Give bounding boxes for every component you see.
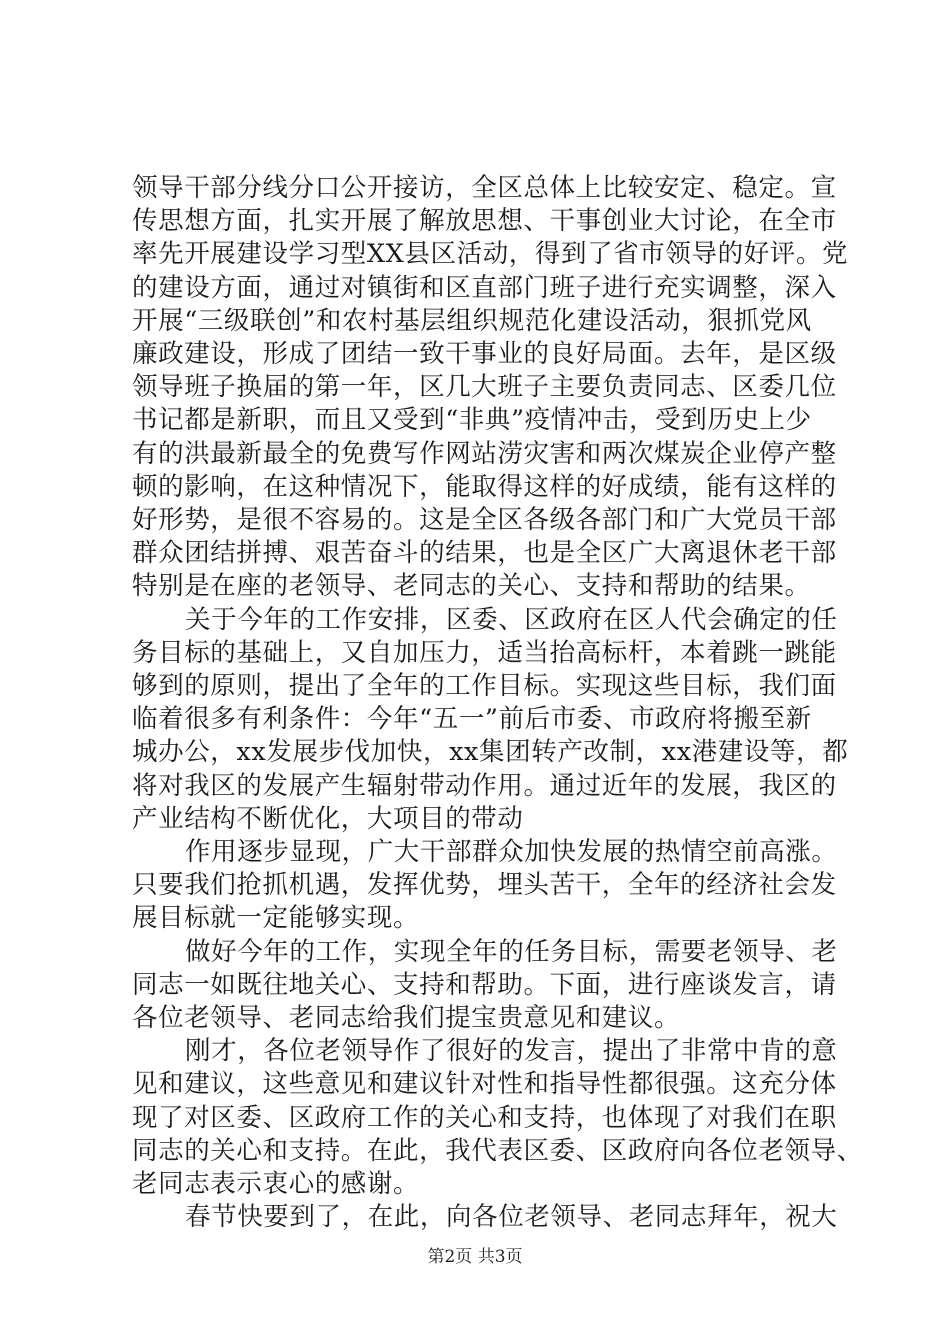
page-indicator: 第2页 共3页 xyxy=(427,1247,523,1267)
text-line xyxy=(132,836,838,869)
text-line: 够到的原则，提出了全年的工作目标。实现这些目标，我们面 xyxy=(132,671,837,702)
text-line: 城办公，xx发展步伐加快，xx集团转产改制，xx港建设等，都 xyxy=(132,737,849,768)
text-line xyxy=(132,604,838,637)
page-footer xyxy=(0,1242,950,1267)
paragraph xyxy=(132,836,838,936)
text-line: 产业结构不断优化，大项目的带动 xyxy=(132,803,524,834)
text-line: 现了对区委、区政府工作的关心和支持，也体现了对我们在职 xyxy=(132,1102,837,1133)
text-line: 群众团结拼搏、艰苦奋斗的结果，也是全区广大离退休老干部 xyxy=(132,538,837,569)
text-line xyxy=(132,1201,838,1234)
text-line: 同志的关心和支持。在此，我代表区委、区政府向各位老领导、 xyxy=(132,1135,863,1166)
text-line: 领导班子换届的第一年，区几大班子主要负责同志、区委几位 xyxy=(132,372,837,403)
text-line: 务目标的基础上，又自加压力，适当抬高标杆，本着跳一跳能 xyxy=(132,637,837,668)
text-line: 领导干部分线分口公开接访，全区总体上比较安定、稳定。宣 xyxy=(132,173,837,203)
text-line-content: 作用逐步显现，广大干部群众加快发展的热情空前高涨。 xyxy=(185,837,838,868)
text-line-content: 关于今年的工作安排，区委、区政府在区人代会确定的任 xyxy=(185,604,838,635)
paragraph xyxy=(132,936,838,1036)
text-line: 展目标就一定能够实现。 xyxy=(132,903,420,934)
paragraph xyxy=(132,1035,863,1201)
text-line-content: 做好今年的工作，实现全年的任务目标，需要老领导、老 xyxy=(185,936,838,967)
text-line: 有的洪最新最全的免费写作网站涝灾害和两次煤炭企业停产整 xyxy=(132,438,837,469)
text-line: 顿的影响，在这种情况下，能取得这样的好成绩，能有这样的 xyxy=(132,471,837,502)
text-line xyxy=(132,1035,838,1068)
text-line-content: 刚才，各位老领导作了很好的发言，提出了非常中肯的意 xyxy=(185,1036,838,1067)
text-line: 的建设方面，通过对镇街和区直部门班子进行充实调整，深入 xyxy=(132,272,837,303)
text-line: 见和建议，这些意见和建议针对性和指导性都很强。这充分体 xyxy=(132,1069,837,1100)
text-line-content: 春节快要到了，在此，向各位老领导、老同志拜年，祝大 xyxy=(185,1202,838,1233)
text-line: 老同志表示衷心的感谢。 xyxy=(132,1169,420,1200)
paragraph xyxy=(132,172,849,604)
text-line: 只要我们抢抓机遇，发挥优势，埋头苦干，全年的经济社会发 xyxy=(132,870,837,901)
text-line: 同志一如既往地关心、支持和帮助。下面，进行座谈发言，请 xyxy=(132,969,837,1000)
text-line: 好形势，是很不容易的。这是全区各级各部门和广大党员干部 xyxy=(132,505,837,536)
text-line: 率先开展建设学习型XX县区活动，得到了省市领导的好评。党 xyxy=(132,239,849,270)
text-line xyxy=(132,936,838,969)
text-line: 廉政建设，形成了团结一致干事业的良好局面。去年，是区级 xyxy=(132,339,837,370)
document-body xyxy=(132,172,863,1235)
paragraph xyxy=(132,1201,838,1234)
text-line: 特别是在座的老领导、老同志的关心、支持和帮助的结果。 xyxy=(132,571,811,602)
text-line: 传思想方面，扎实开展了解放思想、干事创业大讨论，在全市 xyxy=(132,206,837,237)
text-line: 临着很多有利条件：今年“五一”前后市委、市政府将搬至新 xyxy=(132,704,812,735)
text-line: 各位老领导、老同志给我们提宝贵意见和建议。 xyxy=(132,1003,681,1034)
text-line: 书记都是新职，而且又受到“非典”疫情冲击，受到历史上少 xyxy=(132,405,812,436)
text-line: 将对我区的发展产生辐射带动作用。通过近年的发展，我区的 xyxy=(132,770,837,801)
text-line: 开展“三级联创”和农村基层组织规范化建设活动，狠抓党风 xyxy=(132,305,812,336)
paragraph xyxy=(132,604,849,836)
